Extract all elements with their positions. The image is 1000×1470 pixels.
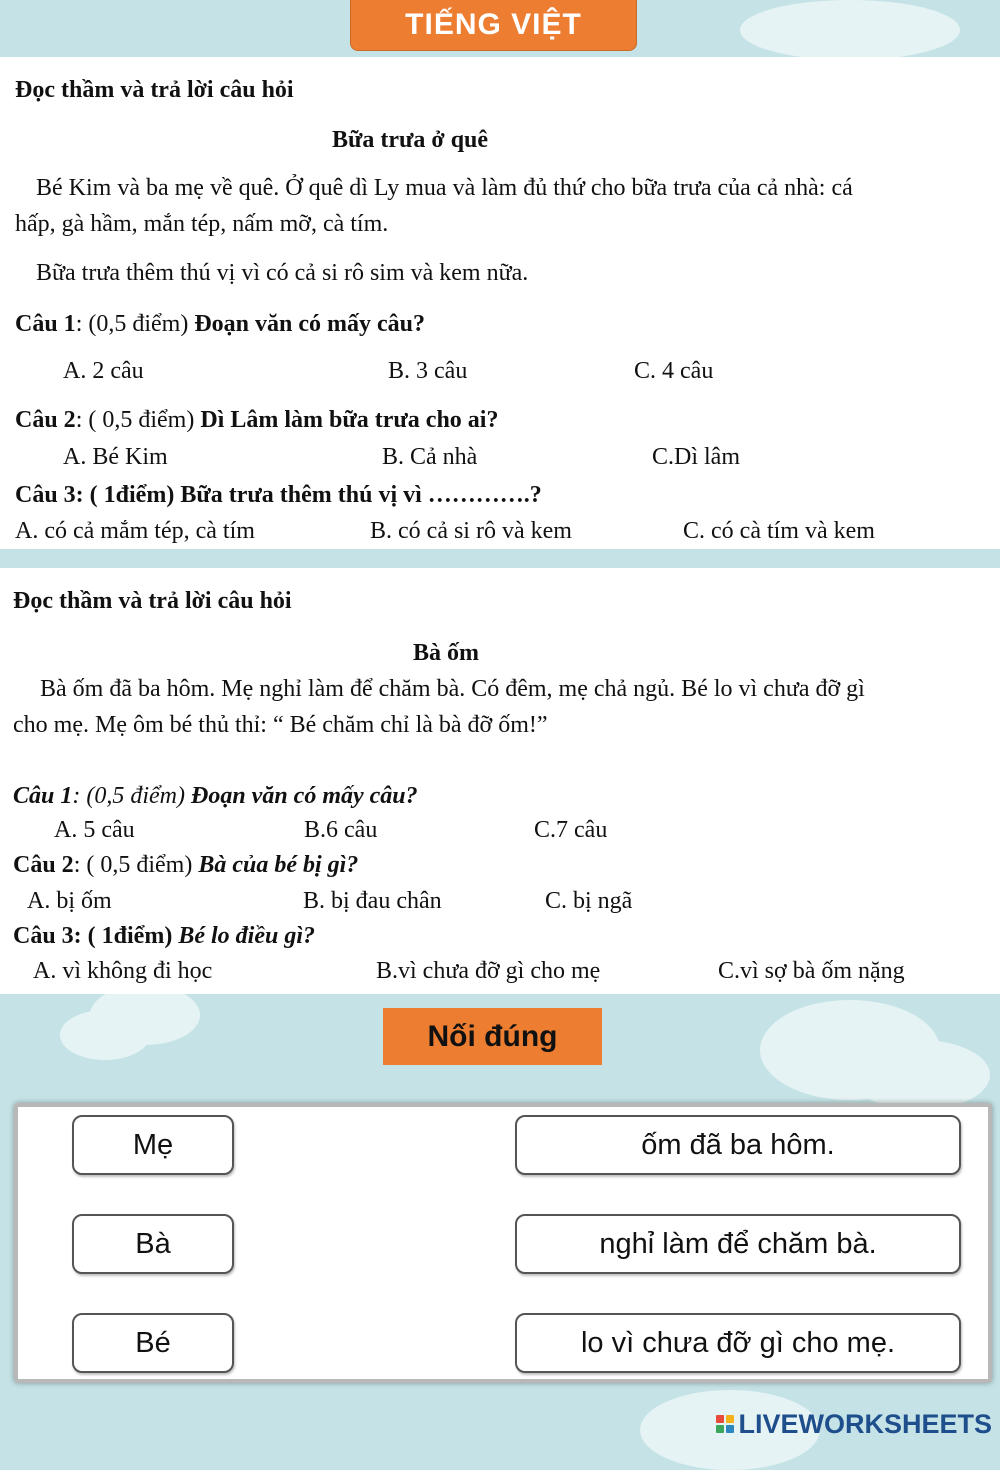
answer-option-a: A. có cả mắm tép, cà tím — [15, 518, 255, 544]
paragraph-line: cho mẹ. Mẹ ôm bé thủ thỉ: “ Bé chăm chỉ là bà đỡ ốm!” — [13, 712, 548, 738]
answer-option-c: C. bị ngã — [545, 888, 633, 914]
logo-icon — [716, 1415, 734, 1433]
answer-option-a: A. bị ốm — [27, 888, 112, 914]
answer-option-a: A. 2 câu — [63, 358, 144, 384]
question-label: Câu 3: ( 1điểm) — [13, 923, 173, 949]
answer-option-a: A. vì không đi học — [33, 958, 213, 984]
cloud-decoration — [850, 1040, 990, 1110]
question-points: : (0,5 điểm) — [75, 311, 189, 337]
answer-option-c: C.vì sợ bà ốm nặng — [718, 958, 905, 984]
reading-section-1 — [0, 57, 1000, 549]
match-left-item-2[interactable]: Bà — [72, 1214, 234, 1274]
answer-option-b: B.vì chưa đỡ gì cho mẹ — [376, 958, 601, 984]
page-title-button: TIẾNG VIỆT — [350, 0, 637, 51]
answer-option-c: C.Dì lâm — [652, 444, 740, 470]
paragraph-line: Bữa trưa thêm thú vị vì có cả si rô sim và kem nữa. — [36, 260, 529, 286]
question-text: Dì Lâm làm bữa trưa cho ai? — [194, 407, 499, 433]
question-points: : (0,5 điểm) — [72, 783, 185, 809]
question-label: Câu 1 — [15, 311, 76, 337]
answer-option-b: B. có cả si rô và kem — [370, 518, 572, 544]
question-3: Câu 3: ( 1điểm) Bữa trưa thêm thú vị vì ………….? — [15, 482, 542, 508]
answer-option-c: C.7 câu — [534, 817, 608, 843]
story-title: Bà ốm — [413, 640, 479, 666]
cloud-decoration — [740, 0, 960, 60]
question-1 — [15, 311, 425, 338]
question-2 — [15, 407, 498, 434]
question-3 — [13, 923, 315, 950]
answer-option-b: B. 3 câu — [388, 358, 468, 384]
question-label: Câu 1 — [13, 783, 73, 809]
match-right-item-3[interactable]: lo vì chưa đỡ gì cho mẹ. — [515, 1313, 961, 1373]
question-text: Bé lo điều gì? — [172, 923, 315, 949]
reading-section-2 — [0, 568, 1000, 994]
match-right-item-2[interactable]: nghỉ làm để chăm bà. — [515, 1214, 961, 1274]
answer-option-c: C. 4 câu — [634, 358, 714, 384]
matching-area — [14, 1103, 992, 1383]
answer-option-b: B. Cả nhà — [382, 444, 478, 470]
question-points: : ( 0,5 điểm) — [73, 852, 193, 878]
paragraph-line: Bé Kim và ba mẹ về quê. Ở quê dì Ly mua và làm đủ thứ cho bữa trưa của cả nhà: cá — [36, 175, 853, 201]
match-left-item-3[interactable]: Bé — [72, 1313, 234, 1373]
question-label: Câu 2 — [15, 407, 76, 433]
story-title: Bữa trưa ở quê — [331, 127, 489, 153]
match-left-item-1[interactable]: Mẹ — [72, 1115, 234, 1175]
question-label: Câu 2 — [13, 852, 74, 878]
matching-title: Nối đúng — [383, 1008, 602, 1065]
question-points: : ( 0,5 điểm) — [75, 407, 195, 433]
paragraph-line: Bà ốm đã ba hôm. Mẹ nghỉ làm để chăm bà. Có đêm, mẹ chả ngủ. Bé lo vì chưa đỡ gì — [40, 676, 865, 702]
answer-option-a: A. 5 câu — [54, 817, 135, 843]
question-text: Đoạn văn có mấy câu? — [188, 311, 425, 337]
paragraph-line: hấp, gà hầm, mắn tép, nấm mỡ, cà tím. — [15, 211, 389, 237]
answer-option-a: A. Bé Kim — [63, 444, 168, 470]
question-2 — [13, 852, 358, 879]
question-text: Bà của bé bị gì? — [192, 852, 359, 878]
answer-option-c: C. có cà tím và kem — [683, 518, 875, 544]
logo-text: LIVEWORKSHEETS — [738, 1408, 992, 1439]
question-1 — [13, 783, 418, 810]
cloud-decoration — [60, 1010, 150, 1060]
instruction: Đọc thầm và trả lời câu hỏi — [13, 588, 292, 614]
liveworksheets-logo[interactable] — [716, 1409, 992, 1439]
question-text: Đoạn văn có mấy câu? — [185, 783, 418, 809]
answer-option-b: B.6 câu — [304, 817, 378, 843]
match-right-item-1[interactable]: ốm đã ba hôm. — [515, 1115, 961, 1175]
answer-option-b: B. bị đau chân — [303, 888, 442, 914]
instruction: Đọc thầm và trả lời câu hỏi — [15, 77, 294, 103]
